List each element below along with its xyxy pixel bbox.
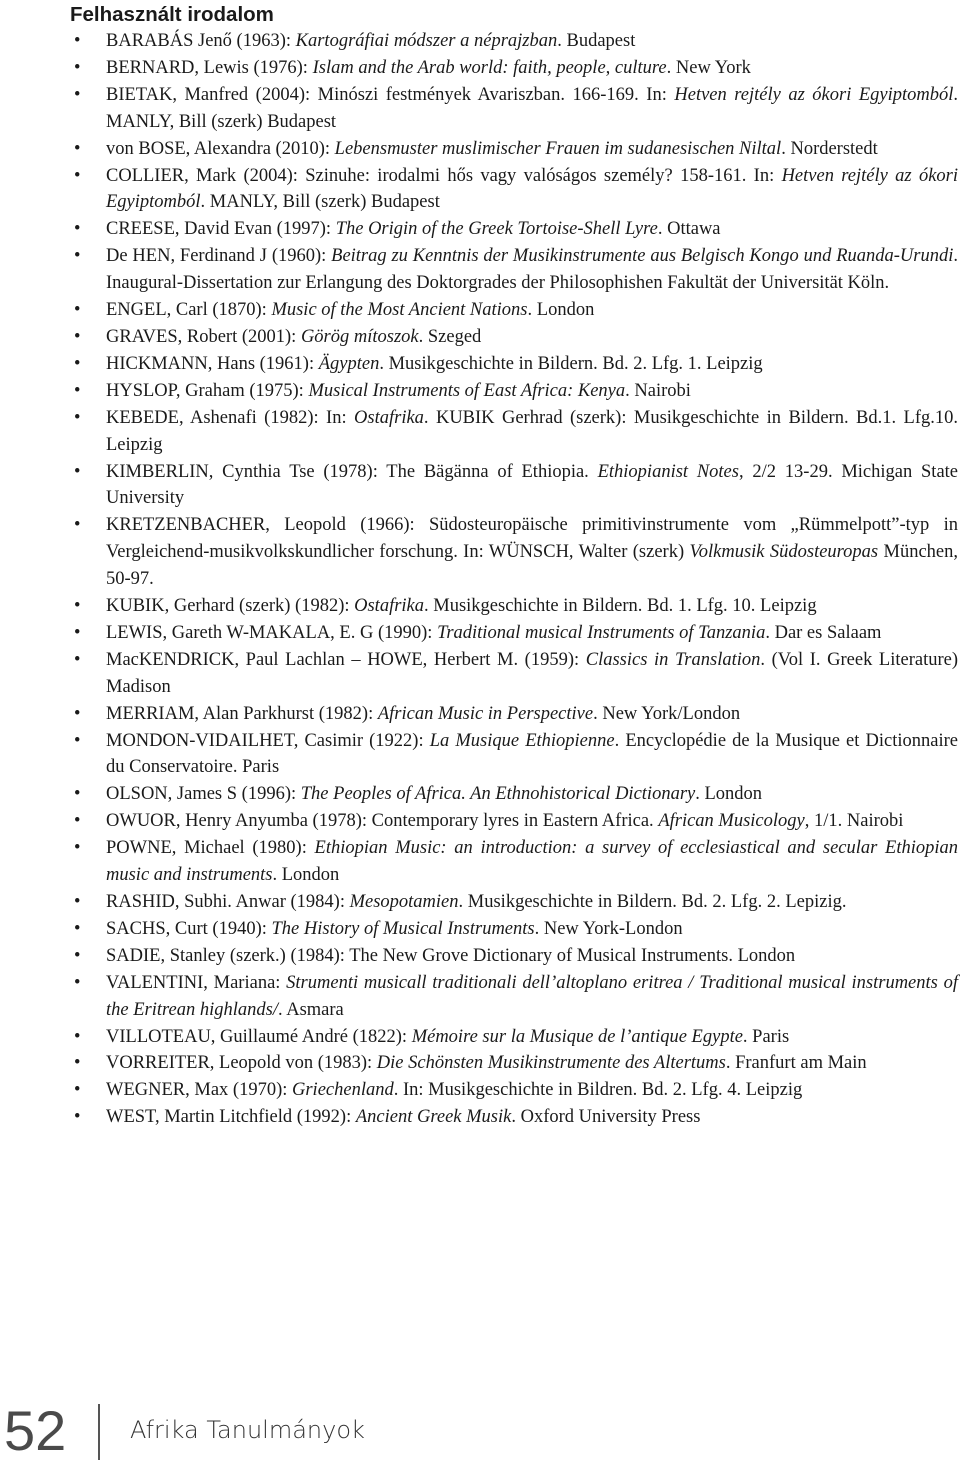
entry-text: VILLOTEAU, Guillaumé André (1822): xyxy=(106,1026,412,1047)
entry-title: Islam and the Arab world: faith, people, culture xyxy=(312,57,667,78)
entry-text: HYSLOP, Graham (1975): xyxy=(106,380,309,401)
bullet-icon: • xyxy=(74,461,81,482)
entry-text: WEGNER, Max (1970): xyxy=(106,1080,292,1101)
entry-text: . Paris xyxy=(742,1026,790,1047)
entry-text: . MANLY, Bill (szerk) Budapest xyxy=(106,84,959,132)
entry-text: , 2/2 13-29. Michigan State University xyxy=(106,461,959,509)
bullet-icon: • xyxy=(74,784,81,805)
entry-title: Ägypten xyxy=(318,353,380,374)
entry-title: Görög mítoszok xyxy=(300,326,419,347)
bullet-icon: • xyxy=(74,1026,81,1047)
entry-title: Traditional musical Instruments of Tanzania xyxy=(437,622,766,643)
bullet-icon: • xyxy=(74,1107,81,1128)
entry-text: . Dar es Salaam xyxy=(765,622,882,643)
entry-title: Ostafrika xyxy=(354,407,424,428)
entry-title: African Musicology xyxy=(658,811,805,832)
entry-text: , 1/1. Nairobi xyxy=(804,811,904,832)
entry-text: De HEN, Ferdinand J (1960): xyxy=(106,246,332,267)
entry-title: Griechenland xyxy=(292,1080,394,1101)
bullet-icon: • xyxy=(74,892,81,912)
entry-title: Hetven rejtély az ókori Egyiptomból xyxy=(106,165,958,213)
bibliography-entry xyxy=(74,163,958,217)
bullet-icon: • xyxy=(74,84,81,105)
entry-title: Volkmusik Südosteuropas xyxy=(689,542,879,563)
entry-text: SADIE, Stanley (szerk.) (1984): The New Grove Dictionary of Musical Instruments. London xyxy=(106,945,796,966)
bibliography-entry xyxy=(74,1024,958,1051)
entry-title: La Musique Ethiopienne xyxy=(429,730,615,751)
entry-text: ENGEL, Carl (1870): xyxy=(106,300,272,321)
entry-text: BARABÁS Jenő (1963): xyxy=(106,31,296,51)
page-number: 52 xyxy=(4,1399,67,1462)
entry-title: Ancient Greek Musik xyxy=(355,1107,512,1128)
entry-title: Musical Instruments of East Africa: Kenya xyxy=(308,380,626,401)
entry-text: . Encyclopédie de la Musique et Dictionnaire du Conservatoire. Paris xyxy=(106,730,958,778)
entry-title: The Peoples of Africa. An Ethnohistorical Dictionary xyxy=(300,784,696,805)
bullet-icon: • xyxy=(74,596,81,617)
entry-text: . Nairobi xyxy=(625,380,691,401)
footer-divider xyxy=(98,1404,100,1460)
entry-text: von BOSE, Alexandra (2010): xyxy=(106,138,335,159)
bullet-icon: • xyxy=(74,31,81,51)
bibliography-entry xyxy=(74,459,958,513)
bullet-icon: • xyxy=(74,57,81,78)
bibliography-entry xyxy=(74,405,958,459)
entry-text: LEWIS, Gareth W-MAKALA, E. G (1990): xyxy=(106,622,438,643)
bullet-icon: • xyxy=(74,165,81,186)
entry-text: KIMBERLIN, Cynthia Tse (1978): The Bägänna of Ethiopia. xyxy=(106,461,598,482)
entry-text: COLLIER, Mark (2004): Szinuhe: irodalmi hős vagy valóságos személy? 158-161. In: xyxy=(106,165,782,186)
bibliography-entry xyxy=(74,378,958,405)
entry-text: VORREITER, Leopold von (1983): xyxy=(106,1053,377,1074)
bullet-icon: • xyxy=(74,407,81,428)
bibliography-entry xyxy=(74,835,958,889)
bullet-icon: • xyxy=(74,1080,81,1101)
bibliography-entry xyxy=(74,943,958,970)
entry-title: Hetven rejtély az ókori Egyiptomból xyxy=(674,84,954,105)
entry-title: Strumenti musicall traditionali dell’altoplano eritrea / Traditional musical instruments of the Eritrean highlands/ xyxy=(106,972,958,1020)
entry-title: African Music in Perspective xyxy=(377,703,594,724)
bibliography-entry xyxy=(74,243,958,297)
entry-text: . Ottawa xyxy=(657,219,721,240)
bullet-icon: • xyxy=(74,838,81,859)
bullet-icon: • xyxy=(74,326,81,347)
page-footer xyxy=(0,1398,960,1464)
entry-text: . Oxford University Press xyxy=(511,1107,701,1128)
entry-text: GRAVES, Robert (2001): xyxy=(106,326,301,347)
entry-title: Ostafrika xyxy=(354,596,425,617)
bibliography-entry xyxy=(74,970,958,1024)
entry-text: . Budapest xyxy=(557,31,636,51)
bibliography-entry xyxy=(74,808,958,835)
journal-name: Afrika Tanulmányok xyxy=(130,1416,365,1444)
bullet-icon: • xyxy=(74,730,81,751)
entry-text: HICKMANN, Hans (1961): xyxy=(106,353,319,374)
bullet-icon: • xyxy=(74,380,81,401)
entry-text: POWNE, Michael (1980): xyxy=(106,838,315,859)
bibliography-entry xyxy=(74,136,958,163)
entry-text: . (Vol I. Greek Literature) Madison xyxy=(106,649,959,697)
bibliography-entry xyxy=(74,647,958,701)
entry-text: München, 50-97. xyxy=(106,542,958,590)
bullet-icon: • xyxy=(74,1053,81,1074)
entry-text: OWUOR, Henry Anyumba (1978): Contemporary lyres in Eastern Africa. xyxy=(106,811,659,832)
entry-text: RASHID, Subhi. Anwar (1984): xyxy=(106,892,350,912)
bibliography-entry xyxy=(74,620,958,647)
entry-text: . New York/London xyxy=(593,703,741,724)
bullet-icon: • xyxy=(74,703,81,724)
bullet-icon: • xyxy=(74,649,81,670)
entry-text: . Norderstedt xyxy=(781,138,878,159)
entry-text: . Asmara xyxy=(277,999,344,1020)
bullet-icon: • xyxy=(74,945,81,966)
entry-text: . Musikgeschichte in Bildern. Bd. 1. Lfg. 10. Leipzig xyxy=(424,596,817,617)
bibliography-entry xyxy=(74,728,958,782)
entry-title: Mesopotamien xyxy=(349,892,459,912)
entry-title: Beitrag zu Kenntnis der Musikinstrumente aus Belgisch Kongo und Ruanda-Urundi xyxy=(331,246,954,267)
entry-text: . London xyxy=(695,784,763,805)
entry-text: . KUBIK Gerhrad (szerk): Musikgeschichte in Bildern. Bd.1. Lfg.10. Leipzig xyxy=(106,407,958,455)
entry-text: SACHS, Curt (1940): xyxy=(106,918,272,939)
bibliography-entry xyxy=(74,781,958,808)
entry-text: . Franfurt am Main xyxy=(725,1053,867,1074)
bibliography-entry xyxy=(74,324,958,351)
entry-text: MONDON-VIDAILHET, Casimir (1922): xyxy=(106,730,430,751)
bibliography-entry xyxy=(74,593,958,620)
entry-text: . Musikgeschichte in Bildern. Bd. 2. Lfg. 1. Leipzig xyxy=(379,353,763,374)
entry-text: . New York xyxy=(666,57,751,78)
entry-text: CREESE, David Evan (1997): xyxy=(106,219,336,240)
bullet-icon: • xyxy=(74,515,81,536)
entry-text: OLSON, James S (1996): xyxy=(106,784,301,805)
bullet-icon: • xyxy=(74,138,81,159)
bibliography-entry xyxy=(74,55,958,82)
bibliography-entry xyxy=(74,297,958,324)
entry-text: . New York-London xyxy=(534,918,683,939)
entry-title: The History of Musical Instruments xyxy=(271,918,535,939)
bullet-icon: • xyxy=(74,972,81,993)
bibliography-entry xyxy=(74,701,958,728)
entry-title: Kartográfiai módszer a néprajzban xyxy=(295,31,558,51)
bullet-icon: • xyxy=(74,918,81,939)
entry-text: . London xyxy=(272,865,340,886)
bibliography-entry xyxy=(74,1050,958,1077)
bibliography-entry xyxy=(74,351,958,378)
entry-text: MERRIAM, Alan Parkhurst (1982): xyxy=(106,703,378,724)
entry-title: The Origin of the Greek Tortoise-Shell Lyre xyxy=(335,219,658,240)
entry-text: . Szeged xyxy=(418,326,482,347)
entry-text: . MANLY, Bill (szerk) Budapest xyxy=(200,192,440,213)
bullet-icon: • xyxy=(74,300,81,321)
bullet-icon: • xyxy=(74,219,81,240)
bibliography-entry xyxy=(74,216,958,243)
bibliography-entry xyxy=(74,28,958,55)
entry-title: Music of the Most Ancient Nations xyxy=(271,300,528,321)
entry-text: VALENTINI, Mariana: xyxy=(106,972,287,993)
section-heading: Felhasznált irodalom xyxy=(70,3,274,26)
bullet-icon: • xyxy=(74,246,81,267)
entry-text: BIETAK, Manfred (2004): Minószi festmények Avariszban. 166-169. In: xyxy=(106,84,675,105)
bibliography-entry xyxy=(74,1104,958,1131)
entry-text: KUBIK, Gerhard (szerk) (1982): xyxy=(106,596,355,617)
bibliography-entry xyxy=(74,1077,958,1104)
bibliography-entry xyxy=(74,82,958,136)
bullet-icon: • xyxy=(74,353,81,374)
entry-text: BERNARD, Lewis (1976): xyxy=(106,57,313,78)
bibliography-entry xyxy=(74,916,958,943)
bibliography-list xyxy=(74,28,958,1131)
entry-title: Ethiopian Music: an introduction: a survey of ecclesiastical and secular Ethiopian music and instruments xyxy=(106,838,958,886)
entry-text: . London xyxy=(527,300,595,321)
entry-text: KRETZENBACHER, Leopold (1966): Südosteuropäische primitivinstrumente vom „Rümmelpott”-typ in Vergleichend-musikvolkskundlicher forschung. In: WÜNSCH, Walter (szerk) xyxy=(106,515,958,563)
bullet-icon: • xyxy=(74,811,81,832)
entry-title: Mémoire sur la Musique de l’antique Egypte xyxy=(411,1026,743,1047)
entry-text: . Musikgeschichte in Bildern. Bd. 2. Lfg. 2. Lepizig. xyxy=(458,892,847,912)
bibliography-entry xyxy=(74,889,958,916)
entry-title: Lebensmuster muslimischer Frauen im sudanesischen Niltal xyxy=(334,138,782,159)
entry-text: KEBEDE, Ashenafi (1982): In: xyxy=(106,407,355,428)
entry-title: Ethiopianist Notes xyxy=(597,461,739,482)
entry-text: WEST, Martin Litchfield (1992): xyxy=(106,1107,356,1128)
entry-text: . In: Musikgeschichte in Bildren. Bd. 2. Lfg. 4. Leipzig xyxy=(393,1080,803,1101)
entry-text: MacKENDRICK, Paul Lachlan – HOWE, Herbert M. (1959): xyxy=(106,649,586,670)
bullet-icon: • xyxy=(74,622,81,643)
bibliography-entry xyxy=(74,512,958,593)
entry-text: . Inaugural-Dissertation zur Erlangung des Doktorgrades der Philosophishen Fakultät der Universität Köln. xyxy=(106,246,958,294)
entry-title: Die Schönsten Musikinstrumente des Altertums xyxy=(376,1053,726,1074)
entry-title: Classics in Translation xyxy=(585,649,761,670)
